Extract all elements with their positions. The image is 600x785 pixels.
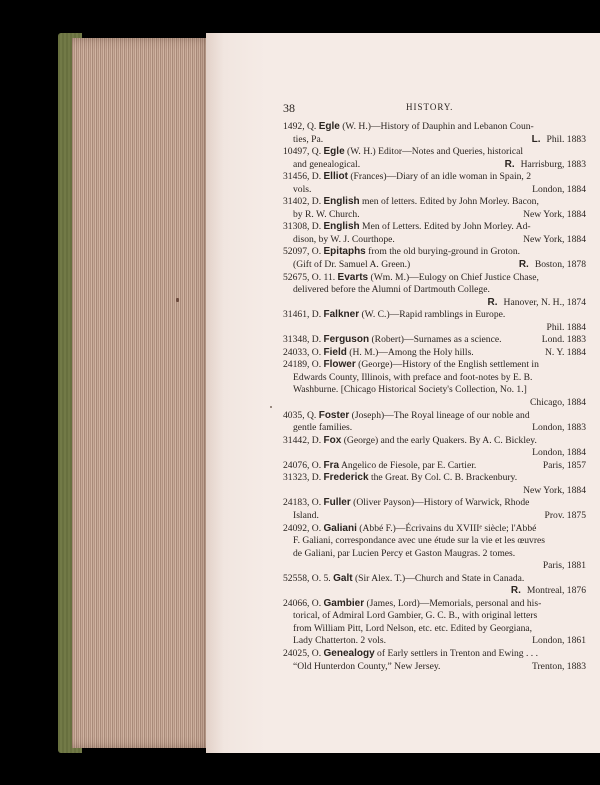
imprint-place-date: Paris, 1881 <box>542 560 586 572</box>
imprint-place-date: London, 1883 <box>532 422 586 434</box>
entry-text: 24183, O. Fuller (Oliver Payson)—History of Warwick, Rhode <box>283 497 530 509</box>
entry-line <box>283 284 586 297</box>
entry-imprint <box>547 322 586 335</box>
catalog-entry <box>283 497 586 522</box>
entry-line <box>283 209 586 222</box>
catalog-entry <box>283 472 586 497</box>
entry-imprint <box>532 635 586 648</box>
imprint-place-date: Phil. 1884 <box>546 321 586 333</box>
entry-line <box>283 635 586 648</box>
margin-mark <box>270 406 272 408</box>
entry-heading: English <box>323 221 360 233</box>
catalog-entry <box>283 121 586 146</box>
entry-text: 31308, D. English Men of Letters. Edited by John Morley. Ad- <box>283 221 531 233</box>
entry-imprint <box>532 447 586 460</box>
entry-line <box>283 259 586 272</box>
imprint-place-date: Boston, 1878 <box>534 259 586 271</box>
catalog-entry <box>283 171 586 196</box>
entry-imprint <box>545 510 587 523</box>
imprint-place-date: Chicago, 1884 <box>530 397 586 409</box>
entry-text: 10497, Q. Egle (W. H.) Editor—Notes and Queries, historical <box>283 146 524 158</box>
entry-text: 31323, D. Frederick the Great. By Col. C. B. Brackenbury. <box>283 472 518 484</box>
imprint-place-date: Phil. 1883 <box>546 133 586 145</box>
imprint-place-date: Montreal, 1876 <box>526 585 586 597</box>
entry-text: Washburne. [Chicago Historical Society's Collection, No. 1.] <box>293 384 527 396</box>
catalog-entry <box>283 347 586 360</box>
entry-line <box>283 422 586 435</box>
catalog-entry <box>283 246 586 271</box>
catalog-entry <box>283 460 586 473</box>
entry-line <box>283 535 586 548</box>
entry-line <box>283 347 586 360</box>
entry-line <box>283 485 586 498</box>
entry-text: 31461, D. Falkner (W. C.)—Rapid ramblings in Europe. <box>283 309 506 321</box>
catalog-entry <box>283 410 586 435</box>
entry-line <box>283 322 586 335</box>
catalog-entry <box>283 573 586 598</box>
entry-imprint <box>545 347 586 360</box>
entry-heading: Fox <box>323 434 342 446</box>
entry-heading: Egle <box>318 121 340 132</box>
entry-text: ties, Pa. <box>293 133 324 145</box>
entry-heading: Fuller <box>323 497 351 509</box>
imprint-place-date: London, 1884 <box>532 183 586 195</box>
entry-line <box>283 272 586 285</box>
entry-line <box>283 159 586 172</box>
entry-imprint <box>543 560 586 573</box>
entry-imprint <box>532 134 586 147</box>
entry-text: Island. <box>293 509 319 521</box>
catalog-entry <box>283 146 586 171</box>
imprint-place-date: Prov. 1875 <box>544 509 586 521</box>
imprint-place-date: Hanover, N. H., 1874 <box>503 296 586 308</box>
entry-heading: Fra <box>323 459 340 471</box>
entry-imprint <box>523 485 586 498</box>
page-edges <box>72 38 212 748</box>
entry-line <box>283 171 586 184</box>
entry-heading: Gambier <box>323 597 365 609</box>
entry-imprint <box>523 234 586 247</box>
entry-imprint <box>511 585 586 598</box>
entry-imprint <box>519 259 586 272</box>
entry-imprint <box>488 297 586 310</box>
entry-text: 24033, O. Field (H. M.)—Among the Holy hills. <box>283 346 474 358</box>
catalog-entry <box>283 334 586 347</box>
entry-line <box>283 435 586 448</box>
imprint-place-date: New York, 1884 <box>523 208 586 220</box>
entry-line <box>283 523 586 536</box>
entry-text: from William Pitt, Lord Nelson, etc. etc. Edited by Georgiana, <box>293 622 533 634</box>
entry-imprint <box>523 209 586 222</box>
entry-text: F. Galiani, correspondance avec une étude sur la vie et les œuvres <box>293 535 546 547</box>
entry-line <box>283 598 586 611</box>
entry-text: Lady Chatterton. 2 vols. <box>293 635 386 647</box>
entry-line <box>283 447 586 460</box>
entry-text: by R. W. Church. <box>293 208 360 220</box>
entry-line <box>283 246 586 259</box>
entry-line <box>283 397 586 410</box>
entry-heading: Frederick <box>323 472 369 484</box>
entry-line <box>283 221 586 234</box>
catalog-entry <box>283 648 586 673</box>
entry-text: de Galiani, par Lucien Percy et Gaston Maugras. 2 tomes. <box>293 547 516 559</box>
catalog-entries <box>283 121 586 673</box>
location-mark: R. <box>487 296 498 308</box>
entry-heading: Egle <box>323 146 345 158</box>
entry-line <box>283 234 586 247</box>
entry-text: 24189, O. Flower (George)—History of the English settlement in <box>283 359 539 371</box>
entry-line <box>283 573 586 586</box>
page-number: 38 <box>283 101 295 115</box>
location-mark: R. <box>518 259 529 271</box>
entry-text: delivered before the Alumni of Dartmouth College. <box>293 284 490 296</box>
entry-line <box>283 359 586 372</box>
running-title: HISTORY. <box>406 102 454 112</box>
catalog-entry <box>283 196 586 221</box>
entry-text: 31442, D. Fox (George) and the early Quakers. By A. C. Bickley. <box>283 434 537 446</box>
entry-heading: Galiani <box>323 522 357 534</box>
imprint-place-date: Trenton, 1883 <box>531 660 586 672</box>
imprint-place-date: N. Y. 1884 <box>544 346 586 358</box>
entry-text: “Old Hunterdon County,” New Jersey. <box>293 660 441 672</box>
entry-text: torical, of Admiral Lord Gambier, G. C. B., with original letters <box>293 610 538 622</box>
entry-line <box>283 661 586 674</box>
entry-line <box>283 196 586 209</box>
entry-text: dison, by W. J. Courthope. <box>293 233 395 245</box>
catalog-entry <box>283 272 586 310</box>
entry-heading: Falkner <box>323 309 360 321</box>
entry-imprint <box>542 334 586 347</box>
location-mark: R. <box>510 585 521 597</box>
imprint-place-date: Harrisburg, 1883 <box>520 158 586 170</box>
entry-line <box>283 497 586 510</box>
location-mark: L. <box>531 133 541 145</box>
imprint-place-date: London, 1884 <box>532 447 586 459</box>
catalog-entry <box>283 598 586 648</box>
entry-imprint <box>532 422 586 435</box>
entry-text: Edwards County, Illinois, with preface and foot-notes by E. B. <box>293 371 533 383</box>
entry-line <box>283 460 586 473</box>
entry-imprint <box>532 184 586 197</box>
entry-text: 52097, O. Epitaphs from the old burying-ground in Groton. <box>283 246 521 258</box>
entry-heading: Galt <box>333 572 353 584</box>
entry-imprint <box>532 661 586 674</box>
entry-line <box>283 384 586 397</box>
entry-text: 31348, D. Ferguson (Robert)—Surnames as a science. <box>283 334 502 346</box>
entry-text: and genealogical. <box>293 158 361 170</box>
imprint-place-date: New York, 1884 <box>523 233 586 245</box>
entry-imprint <box>505 159 586 172</box>
entry-heading: Genealogy <box>323 647 375 659</box>
entry-text: 31456, D. Elliot (Frances)—Diary of an idle woman in Spain, 2 <box>283 171 532 183</box>
catalog-entry <box>283 435 586 460</box>
catalog-entry <box>283 309 586 334</box>
entry-text: 24076, O. Fra Angelico de Fiesole, par E. Cartier. <box>283 459 477 471</box>
entry-imprint <box>543 460 586 473</box>
entry-text: 1492, Q. Egle (W. H.)—History of Dauphin and Lebanon Coun- <box>283 121 534 132</box>
location-mark: R. <box>504 158 515 170</box>
entry-text: 52675, O. 11. Evarts (Wm. M.)—Eulogy on Chief Justice Chase, <box>283 271 539 283</box>
entry-heading: Epitaphs <box>323 246 366 258</box>
entry-heading: Field <box>323 346 347 358</box>
entry-text: 52558, O. 5. Galt (Sir Alex. T.)—Church and State in Canada. <box>283 572 525 584</box>
entry-line <box>283 334 586 347</box>
entry-text: gentle families. <box>293 422 353 434</box>
entry-heading: Evarts <box>337 271 369 283</box>
entry-line <box>283 372 586 385</box>
entry-line <box>283 121 586 134</box>
catalog-entry <box>283 359 586 409</box>
entry-line <box>283 410 586 423</box>
entry-heading: Ferguson <box>323 334 370 346</box>
page-edge-mark <box>176 298 179 302</box>
entry-text: vols. <box>293 183 312 195</box>
imprint-place-date: Lond. 1883 <box>541 334 586 346</box>
entry-line <box>283 560 586 573</box>
entry-line <box>283 309 586 322</box>
entry-line <box>283 184 586 197</box>
entry-imprint <box>530 397 586 410</box>
catalog-entry <box>283 523 586 573</box>
entry-text: 24092, O. Galiani (Abbé F.)—Écrivains du XVIIIᵉ siècle; l'Abbé <box>283 522 537 534</box>
entry-line <box>283 585 586 598</box>
entry-heading: English <box>323 196 360 208</box>
entry-heading: Flower <box>323 359 356 371</box>
entry-line <box>283 648 586 661</box>
entry-line <box>283 134 586 147</box>
entry-text: 24025, O. Genealogy of Early settlers in Trenton and Ewing . . . <box>283 647 538 659</box>
entry-text: 4035, Q. Foster (Joseph)—The Royal lineage of our noble and <box>283 409 530 421</box>
entry-line <box>283 472 586 485</box>
entry-text: 24066, O. Gambier (James, Lord)—Memorials, personal and his- <box>283 597 542 609</box>
entry-heading: Foster <box>318 409 350 421</box>
entry-line <box>283 297 586 310</box>
entry-line <box>283 510 586 523</box>
imprint-place-date: New York, 1884 <box>523 484 586 496</box>
entry-text: 31402, D. English men of letters. Edited by John Morley. Bacon, <box>283 196 539 208</box>
entry-line <box>283 623 586 636</box>
imprint-place-date: Paris, 1857 <box>542 459 586 471</box>
entry-line <box>283 548 586 561</box>
entry-line <box>283 146 586 159</box>
entry-line <box>283 610 586 623</box>
entry-text: (Gift of Dr. Samuel A. Green.) <box>293 259 411 271</box>
entry-heading: Elliot <box>323 171 348 183</box>
catalog-entry <box>283 221 586 246</box>
imprint-place-date: London, 1861 <box>532 635 586 647</box>
